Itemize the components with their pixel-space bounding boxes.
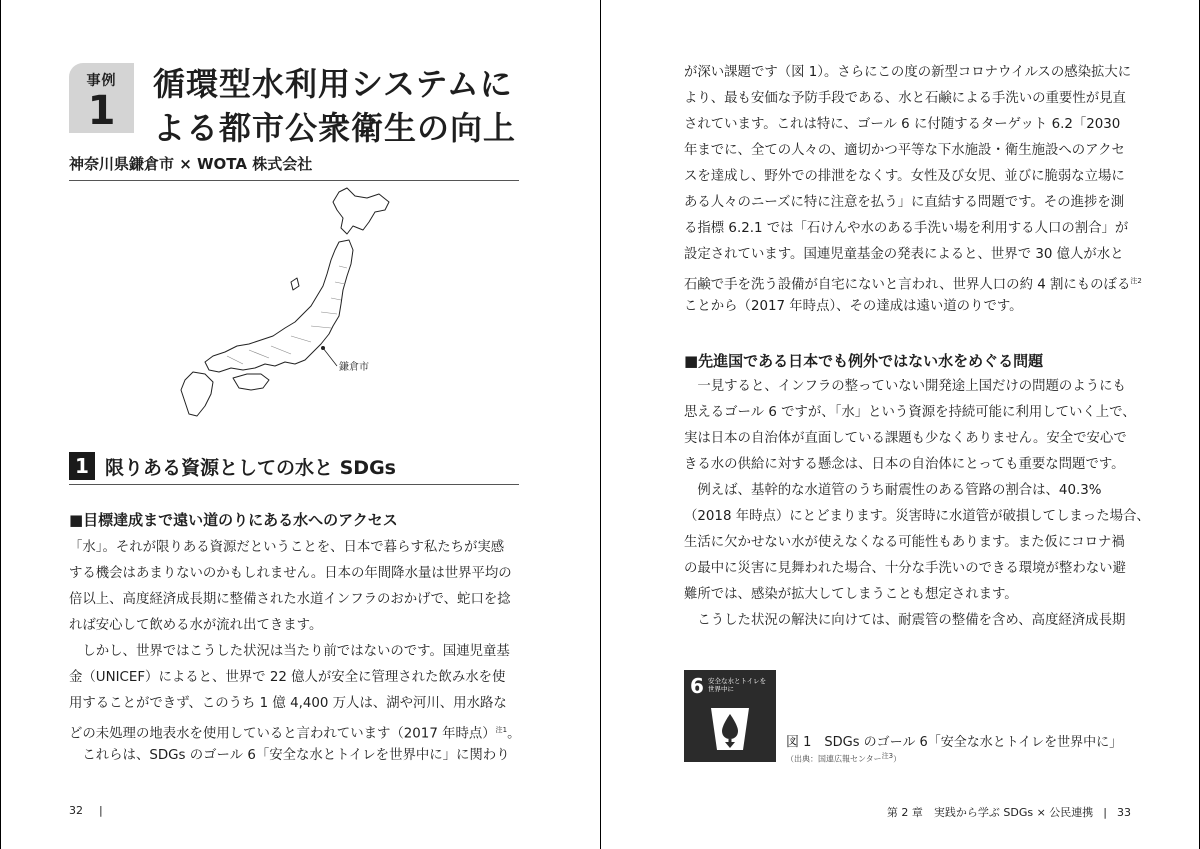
figure-caption: 図 1 SDGs のゴール 6「安全な水とトイレを世界中に」 [786,735,1123,750]
footnote-ref: 注3 [881,752,894,760]
case-badge [69,63,134,133]
case-number: 1 [87,88,116,134]
text-line: きる水の供給に対する懸念は、日本の自治体にとっても重要な問題です。 [684,457,1125,472]
text-line [684,268,1142,294]
text-line: 一見すると、インフラの整っていない開発途上国だけの問題のようにも [684,379,1126,394]
text-line: れば安心して飲める水が流れ出てきます。 [69,618,323,633]
sdg-goal-6-tile [684,670,776,762]
body-text-right-1 [684,60,1142,320]
chapter-title: 第 2 章 実践から学ぶ SDGs × 公民連携 [886,806,1094,819]
case-subtitle: 神奈川県鎌倉市 × WOTA 株式会社 [69,153,519,181]
section-title: 限りある資源としての水と SDGs [105,457,396,479]
text-line: 実は日本の自治体が直面している課題も少なくありません。安全で安心で [684,431,1127,446]
page-folio-left [69,804,103,817]
hokkaido-shape [333,188,389,234]
text-line: 難所では、感染が拡大してしまうことも想定されます。 [684,587,1018,602]
text-line: より、最も安価な予防手段である、水と石鹸による手洗いの重要性が見直 [684,91,1126,106]
text-line-content: 石鹸で手を洗う設備が自宅にないと言われ、世界人口の約 4 割にものぼる [684,277,1131,293]
page-number: 32 [69,804,83,817]
body-text-left [69,535,521,769]
text-line: ことから（2017 年時点）、その達成は遠い道のりです。 [684,299,1023,314]
text-line: る指標 6.2.1 では「石けんや水のある手洗い場を利用する人口の割合」が [684,221,1129,236]
text-line: 生活に欠かせない水が使えなくなる可能性もあります。また仮にコロナ禍 [684,535,1125,550]
honshu-shape [205,240,353,372]
folio-divider: | [1103,806,1107,819]
text-line: スを達成し、野外での排泄をなくす。女性及び女児、並びに脆弱な立場に [684,169,1125,184]
text-line: の最中に災害に見舞われた場合、十分な手洗いのできる環境が整わない避 [684,561,1126,576]
text-line: （2018 年時点）にとどまります。災害時に水道管が破損してしまった場合、 [684,509,1150,524]
text-line: ある人々のニーズに特に注意を払う」に直結する問題です。その進捗を測 [684,195,1125,210]
text-line: する機会はあまりないのかもしれません。日本の年間降水量は世界平均の [69,566,512,581]
subheading-access: ■目標達成まで遠い道のりにある水へのアクセス [69,511,398,529]
subheading-japan-water: ■先進国である日本でも例外ではない水をめぐる問題 [684,352,1044,370]
text-line: 思えるゴール 6 ですが、「水」という資源を持続可能に利用していく上で、 [684,405,1136,420]
title-line: 循環型水利用システムに [153,65,513,103]
folio-divider: | [99,804,103,817]
body-text-right-2 [684,374,1150,634]
text-line: 倍以上、高度経済成長期に整備された水道インフラのおかげで、蛇口を捻 [69,592,511,607]
figure-source [786,751,901,765]
page-title [153,62,533,150]
footnote-ref: 注2 [1130,277,1142,285]
text-line: されています。これは特に、ゴール 6 に付随するターゲット 6.2「2030 [684,117,1121,132]
text-line-content: どの未処理の地表水を使用していると言われています（2017 年時点） [69,726,496,742]
page-number: 33 [1117,806,1131,819]
footnote-ref: 注1 [495,726,508,734]
map-label-kamakura: 鎌倉市 [339,362,369,373]
text-line: 設定されています。国連児童基金の発表によると、世界で 30 億人が水と [684,247,1124,262]
sdg-goal-number: 6 [690,674,704,698]
section-number: 1 [69,452,95,480]
water-glass-icon [705,704,755,754]
shikoku-shape [233,374,269,390]
page-folio-right [887,804,1131,820]
section-heading [69,452,519,485]
kyushu-shape [181,372,213,416]
text-line: 例えば、基幹的な水道管のうち耐震性のある管路の割合は、40.3% [684,483,1102,498]
text-line: どの未処理の地表水を使用していると言われています（2017 年時点）$^{注1}$。 [69,726,521,742]
text-line: 用することができず、このうち 1 億 4,400 万人は、湖や河川、用水路な [69,696,507,711]
case-label: 事例 [86,73,117,89]
figure-source-text: （出典：国連広報センター [786,754,882,764]
text-line: が深い課題です（図 1）。さらにこの度の新型コロナウイルスの感染拡大に [684,65,1132,80]
text-line: これらは、SDGs のゴール 6「安全な水とトイレを世界中に」に関わり [69,748,510,763]
text-line: しかし、世界ではこうした状況は当たり前ではないのです。国連児童基 [69,644,510,659]
text-line: 金（UNICEF）によると、世界で 22 億人が安全に管理された飲み水を使 [69,670,506,685]
title-line: よる都市公衆衛生の向上 [153,109,517,147]
text-line: こうした状況の解決に向けては、耐震管の整備を含め、高度経済成長期 [684,613,1126,628]
japan-map [171,186,431,436]
sado-island-shape [291,278,299,290]
text-line: 「水」。それが限りある資源だということを、日本で暮らす私たちが実感 [69,540,505,555]
sdg-goal-name: 安全な水とトイレを世界中に [708,677,767,693]
figure-source-close: ） [893,754,902,764]
text-line: 年までに、全ての人々の、適切かつ平等な下水施設・衛生施設へのアクセ [684,143,1125,158]
